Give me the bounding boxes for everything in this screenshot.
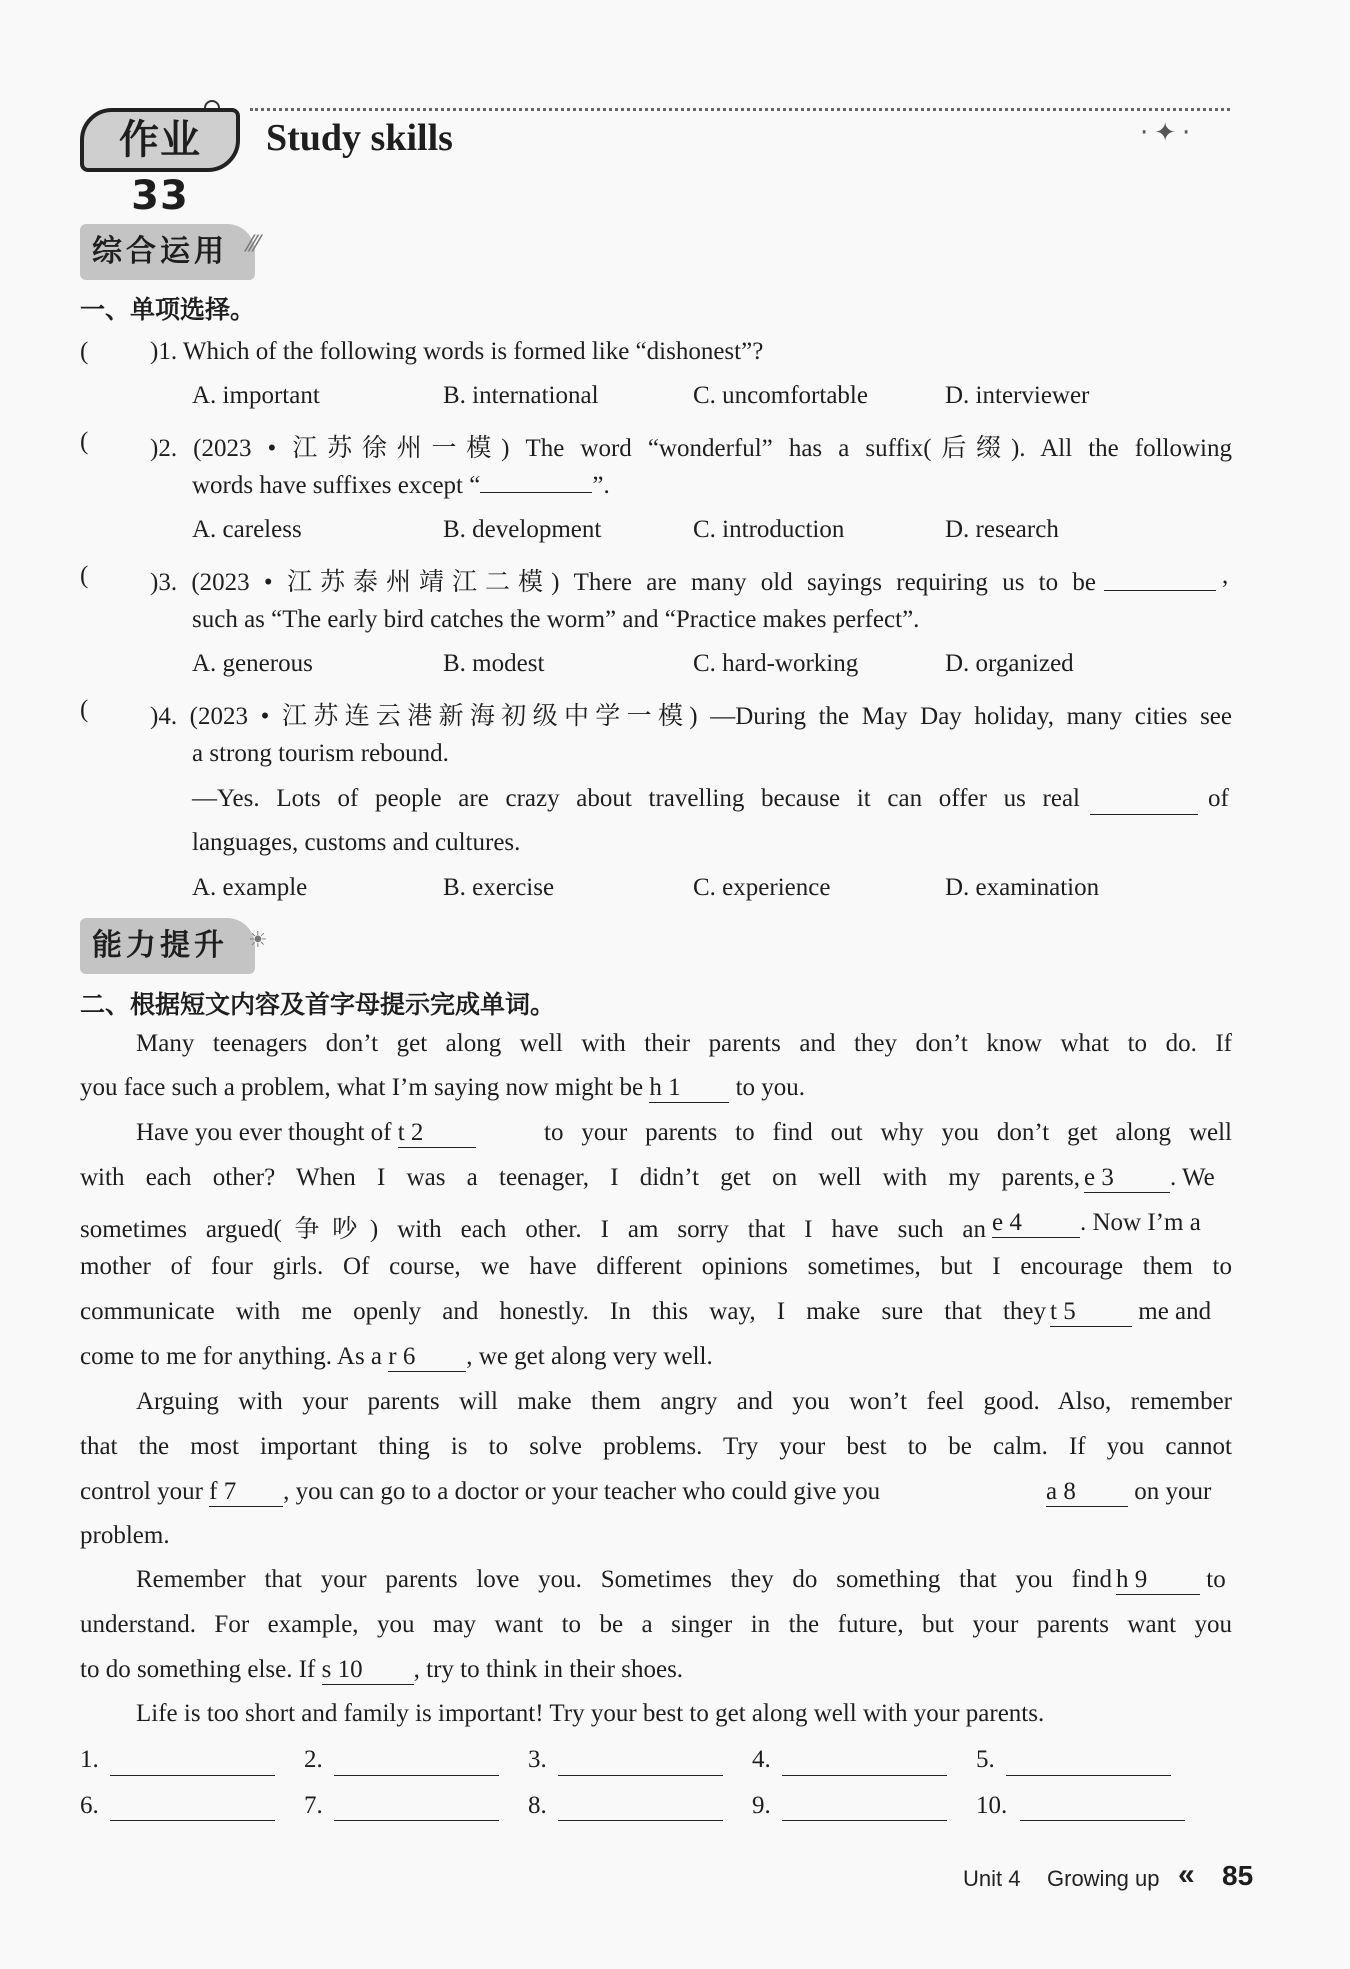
answer-paren: ( [80, 428, 89, 455]
answer-label: 3. [528, 1746, 547, 1773]
header-dotted-line [250, 108, 1230, 111]
passage-line: to do something else. If s 10 , try to think in their shoes. [80, 1656, 684, 1683]
answer-label: 9. [752, 1792, 771, 1819]
question-stem-reply: —Yes. Lots of people are crazy about travelling because it can offer us real [192, 785, 1080, 812]
answer-line[interactable] [558, 1820, 723, 1821]
passage-line: t 5 me and [1050, 1298, 1212, 1325]
section-heading-multiple-choice: 一、单项选择。 [80, 295, 256, 324]
blank [1090, 814, 1198, 815]
passage-line: sometimes argued(争吵) with each other. I am sorry that I have such an [80, 1216, 986, 1243]
passage-line: with each other? When I was a teenager, I didn’t get on well with my parents, [80, 1164, 1080, 1191]
assignment-badge: 作业 33 [80, 108, 240, 172]
blank-3: e 3 [1084, 1164, 1170, 1193]
passage-line: understand. For example, you may want to be a singer in the future, but your parents want you [80, 1611, 1232, 1638]
blank-9: h 9 [1116, 1566, 1200, 1595]
question-stem-cont: a strong tourism rebound. [192, 740, 449, 767]
blank-5: t 5 [1050, 1298, 1132, 1327]
option-c: C. uncomfortable [693, 382, 868, 409]
blank [1104, 590, 1216, 591]
question-stem: )2. (2023 • 江苏徐州一模) The word “wonderful” has a suffix(后缀). All the following [150, 435, 1232, 462]
answer-line[interactable] [782, 1775, 947, 1776]
option-b: B. development [443, 516, 602, 543]
question-stem: )1. Which of the following words is formed like “dishonest”? [150, 338, 764, 365]
option-b: B. modest [443, 650, 545, 677]
question-stem-cont: words have suffixes except “ ”. [192, 472, 610, 499]
question-stem-cont: such as “The early bird catches the worm” and “Practice makes perfect”. [192, 606, 920, 633]
option-d: D. interviewer [945, 382, 1090, 409]
blank [480, 492, 592, 493]
passage-line: communicate with me openly and honestly. In this way, I make sure that they [80, 1298, 1046, 1325]
option-c: C. experience [693, 874, 831, 901]
answer-paren: ( [80, 562, 89, 589]
option-b: B. exercise [443, 874, 555, 901]
question-stem-of: of [1208, 785, 1229, 812]
page-title: Study skills [266, 117, 453, 159]
question-stem-comma: , [1222, 562, 1229, 589]
passage-line: Arguing with your parents will make them angry and you won’t feel good. Also, remember [136, 1388, 1232, 1415]
answer-line[interactable] [334, 1820, 499, 1821]
section-heading-word-completion: 二、根据短文内容及首字母提示完成单词。 [80, 990, 556, 1019]
option-c: C. hard-working [693, 650, 859, 677]
blank-1: h 1 [649, 1074, 729, 1103]
option-c: C. introduction [693, 516, 845, 543]
passage-line: that the most important thing is to solve problems. Try your best to be calm. If you cannot [80, 1433, 1232, 1460]
answer-line[interactable] [1020, 1820, 1185, 1821]
tag-stripes-icon: ⁄⁄⁄ [248, 232, 260, 257]
passage-line: you face such a problem, what I’m saying now might be h 1 to you. [80, 1074, 806, 1101]
blank-8: a 8 [1046, 1478, 1128, 1507]
section-tag-comprehensive: 综合运用 [80, 224, 255, 280]
blank-4: e 4 [992, 1209, 1080, 1238]
passage-line: a 8 on your [1046, 1478, 1212, 1505]
passage-line: Many teenagers don’t get along well with their parents and they don’t know what to do. If [136, 1030, 1232, 1057]
blank-2: t 2 [398, 1119, 476, 1148]
question-stem: )4. (2023 • 江苏连云港新海初级中学一模) —During the May Day holiday, many cities see [150, 703, 1232, 730]
passage-line: Remember that your parents love you. Sometimes they do something that you find [136, 1566, 1112, 1593]
passage-line: Have you ever thought of t 2 [136, 1119, 476, 1148]
answer-line[interactable] [110, 1820, 275, 1821]
answer-label: 2. [304, 1746, 323, 1773]
answer-line[interactable] [782, 1820, 947, 1821]
answer-label: 7. [304, 1792, 323, 1819]
answer-label: 4. [752, 1746, 771, 1773]
option-a: A. important [192, 382, 320, 409]
passage-line: Life is too short and family is important! Try your best to get along well with your parents. [136, 1700, 1045, 1727]
answer-label: 1. [80, 1746, 99, 1773]
section-tag-ability: 能力提升 [80, 918, 255, 974]
option-d: D. organized [945, 650, 1074, 677]
passage-line: to your parents to find out why you don’t get along well [544, 1119, 1232, 1146]
blank-7: f 7 [209, 1478, 283, 1507]
passage-line: h 9 to [1116, 1566, 1226, 1593]
answer-paren: ( [80, 696, 89, 723]
option-a: A. careless [192, 516, 302, 543]
chevron-left-icon: « [1178, 1858, 1195, 1891]
answer-line[interactable] [110, 1775, 275, 1776]
answer-label: 5. [976, 1746, 995, 1773]
option-b: B. international [443, 382, 599, 409]
blank-10: s 10 [322, 1656, 414, 1685]
answer-paren: ( [80, 338, 89, 365]
passage-line: problem. [80, 1522, 170, 1549]
passage-line: mother of four girls. Of course, we have different opinions sometimes, but I encourage them to [80, 1253, 1232, 1280]
answer-line[interactable] [558, 1775, 723, 1776]
answer-label: 8. [528, 1792, 547, 1819]
option-a: A. generous [192, 650, 313, 677]
passage-line: e 3 . We [1084, 1164, 1215, 1191]
page-number: 85 [1222, 1860, 1254, 1891]
option-a: A. example [192, 874, 308, 901]
blank-6: r 6 [388, 1343, 466, 1372]
tag-burst-icon: ☀ [248, 928, 268, 953]
passage-line: come to me for anything. As a r 6 , we get along very well. [80, 1343, 713, 1370]
footer-topic: Growing up [1047, 1866, 1160, 1891]
answer-label: 6. [80, 1792, 99, 1819]
answer-line[interactable] [1006, 1775, 1171, 1776]
sparkle-icon: ·✦· [1140, 118, 1197, 148]
question-stem-cont: languages, customs and cultures. [192, 829, 521, 856]
passage-line: e 4 . Now I’m a [992, 1209, 1201, 1236]
answer-line[interactable] [334, 1775, 499, 1776]
option-d: D. examination [945, 874, 1100, 901]
answer-label: 10. [976, 1792, 1008, 1819]
passage-line: control your f 7 , you can go to a doctor or your teacher who could give you [80, 1478, 881, 1505]
footer-unit: Unit 4 [963, 1866, 1021, 1891]
question-stem: )3. (2023 • 江苏泰州靖江二模) There are many old sayings requiring us to be [150, 569, 1096, 596]
option-d: D. research [945, 516, 1059, 543]
